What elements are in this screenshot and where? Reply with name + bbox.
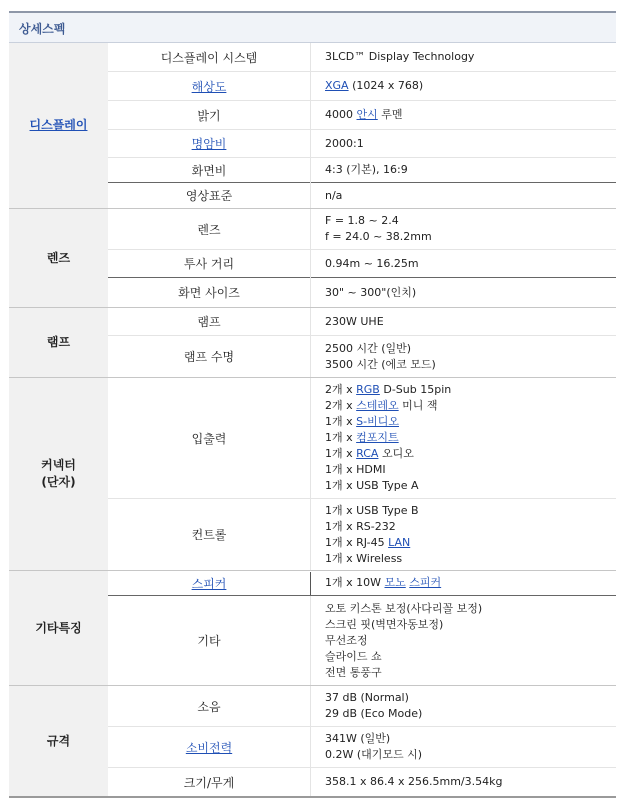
io-stereo-detail: 미니 잭 [398, 399, 438, 412]
lens-focal-length: f = 24.0 ~ 38.2mm [325, 230, 432, 243]
control-rj45: 1개 x RJ-45 [325, 535, 389, 549]
row-value-noise [325, 686, 615, 726]
row-label-lamp-life: 램프 수명 [183, 350, 235, 364]
category-etc: 기타특징 [9, 571, 108, 685]
row-label-speaker [108, 571, 310, 595]
row-label-lamp: 램프 [197, 315, 221, 329]
speaker-link[interactable]: 스피커 [409, 576, 442, 589]
column-divider [310, 308, 311, 377]
row-label-contrast [108, 130, 310, 157]
table-bottom-border [9, 796, 616, 798]
column-divider [310, 596, 311, 685]
row-value-aspect: 4:3 (기본), 16:9 [325, 163, 408, 176]
power-normal: 341W (일반) [325, 732, 391, 745]
xga-link[interactable]: XGA [325, 79, 349, 92]
ansi-link[interactable]: 안시 [356, 108, 378, 121]
power-standby: 0.2W (대기모드 시) [325, 748, 423, 761]
brightness-number: 4000 [325, 108, 357, 121]
power-consumption-link[interactable]: 소비전력 [185, 740, 233, 755]
column-divider-dark [310, 572, 311, 595]
row-label-throw-distance: 투사 거리 [183, 257, 235, 271]
row-value-video-standard: n/a [325, 188, 343, 202]
rca-link[interactable]: RCA [356, 447, 379, 460]
row-value-display-system: 3LCD™ Display Technology [325, 50, 475, 63]
row-label-size-weight: 크기/무게 [183, 775, 235, 790]
noise-eco: 29 dB (Eco Mode) [325, 707, 423, 720]
contrast-link[interactable]: 명암비 [191, 137, 227, 151]
row-label-control: 컨트롤 [191, 528, 227, 542]
row-value-other [325, 596, 615, 685]
row-value-brightness [325, 101, 615, 129]
lan-link[interactable]: LAN [388, 535, 411, 549]
composite-link[interactable]: 컴포지트 [356, 431, 399, 444]
row-label-resolution [108, 72, 310, 100]
row-value-throw-distance: 0.94m ~ 16.25m [325, 256, 419, 270]
other-keystone: 오토 키스톤 보정(사다리꼴 보정) [325, 601, 483, 615]
speaker-count: 1개 x 10W [325, 576, 385, 589]
category-display [9, 43, 108, 208]
resolution-detail: (1024 x 768) [348, 79, 424, 92]
row-value-control [325, 499, 615, 570]
row-label-noise: 소음 [197, 699, 221, 714]
category-connector-line2: (단자) [41, 475, 76, 489]
category-connector-line1: 커넥터 [41, 458, 76, 472]
category-connector [9, 378, 108, 570]
row-value-lamp: 230W UHE [325, 314, 384, 328]
row-value-resolution [325, 72, 615, 100]
row-label-video-standard: 영상표준 [185, 189, 233, 203]
row-value-size-weight: 358.1 x 86.4 x 256.5mm/3.54kg [325, 775, 503, 788]
resolution-link[interactable]: 해상도 [191, 79, 227, 94]
row-value-power [325, 727, 615, 767]
row-label-display-system: 디스플레이 시스템 [160, 50, 258, 65]
lamp-life-eco: 3500 시간 (에코 모드) [325, 357, 436, 371]
category-lens: 렌즈 [9, 209, 108, 307]
io-hdmi: 1개 x HDMI [325, 463, 386, 476]
s-video-link[interactable]: S-비디오 [356, 415, 399, 428]
other-wireless-control: 무선조정 [325, 633, 368, 647]
page-title: 상세스펙 [19, 22, 66, 36]
row-label-brightness: 밝기 [197, 108, 221, 123]
control-wireless: 1개 x Wireless [325, 551, 403, 565]
row-label-other: 기타 [197, 634, 221, 648]
category-lamp: 램프 [9, 308, 108, 377]
io-rca-count: 1개 x [325, 447, 357, 460]
column-divider [310, 209, 311, 307]
row-value-speaker [325, 571, 615, 595]
mono-link[interactable]: 모노 [384, 576, 406, 589]
brightness-unit: 루멘 [377, 108, 403, 121]
row-value-lens [325, 209, 615, 249]
speaker-label-link[interactable]: 스피커 [191, 576, 227, 591]
row-value-lamp-life [325, 336, 615, 377]
row-label-power [108, 727, 310, 767]
control-rs232: 1개 x RS-232 [325, 519, 396, 533]
row-value-io [325, 378, 615, 498]
spec-header [9, 13, 616, 43]
other-screen-fit: 스크린 핏(벽면자동보정) [325, 617, 444, 631]
io-usb-a: 1개 x USB Type A [325, 479, 419, 492]
noise-normal: 37 dB (Normal) [325, 691, 409, 704]
io-svideo-count: 1개 x [325, 415, 357, 428]
stereo-link[interactable]: 스테레오 [356, 399, 399, 412]
column-divider [310, 378, 311, 570]
control-usb-b: 1개 x USB Type B [325, 503, 419, 517]
row-label-screen-size: 화면 사이즈 [178, 286, 240, 300]
lens-f-number: F = 1.8 ~ 2.4 [325, 214, 399, 227]
row-label-lens: 렌즈 [197, 222, 221, 237]
column-divider [310, 43, 311, 208]
io-rca-detail: 오디오 [378, 447, 414, 460]
row-label-aspect: 화면비 [191, 163, 227, 178]
other-front-vent: 전면 통풍구 [325, 665, 382, 679]
category-display-link[interactable]: 디스플레이 [29, 118, 88, 132]
row-value-contrast: 2000:1 [325, 136, 364, 150]
io-rgb-detail: D-Sub 15pin [379, 383, 452, 396]
io-rgb-count: 2개 x [325, 383, 357, 396]
other-slideshow: 슬라이드 쇼 [325, 649, 382, 663]
rgb-link[interactable]: RGB [356, 383, 380, 396]
category-spec: 규격 [9, 686, 108, 796]
lamp-life-normal: 2500 시간 (일반) [325, 341, 412, 355]
io-stereo-count: 2개 x [325, 399, 357, 412]
io-composite-count: 1개 x [325, 431, 357, 444]
row-label-io: 입출력 [191, 431, 227, 446]
row-value-screen-size: 30" ~ 300"(인치) [325, 285, 417, 299]
column-divider [310, 686, 311, 796]
